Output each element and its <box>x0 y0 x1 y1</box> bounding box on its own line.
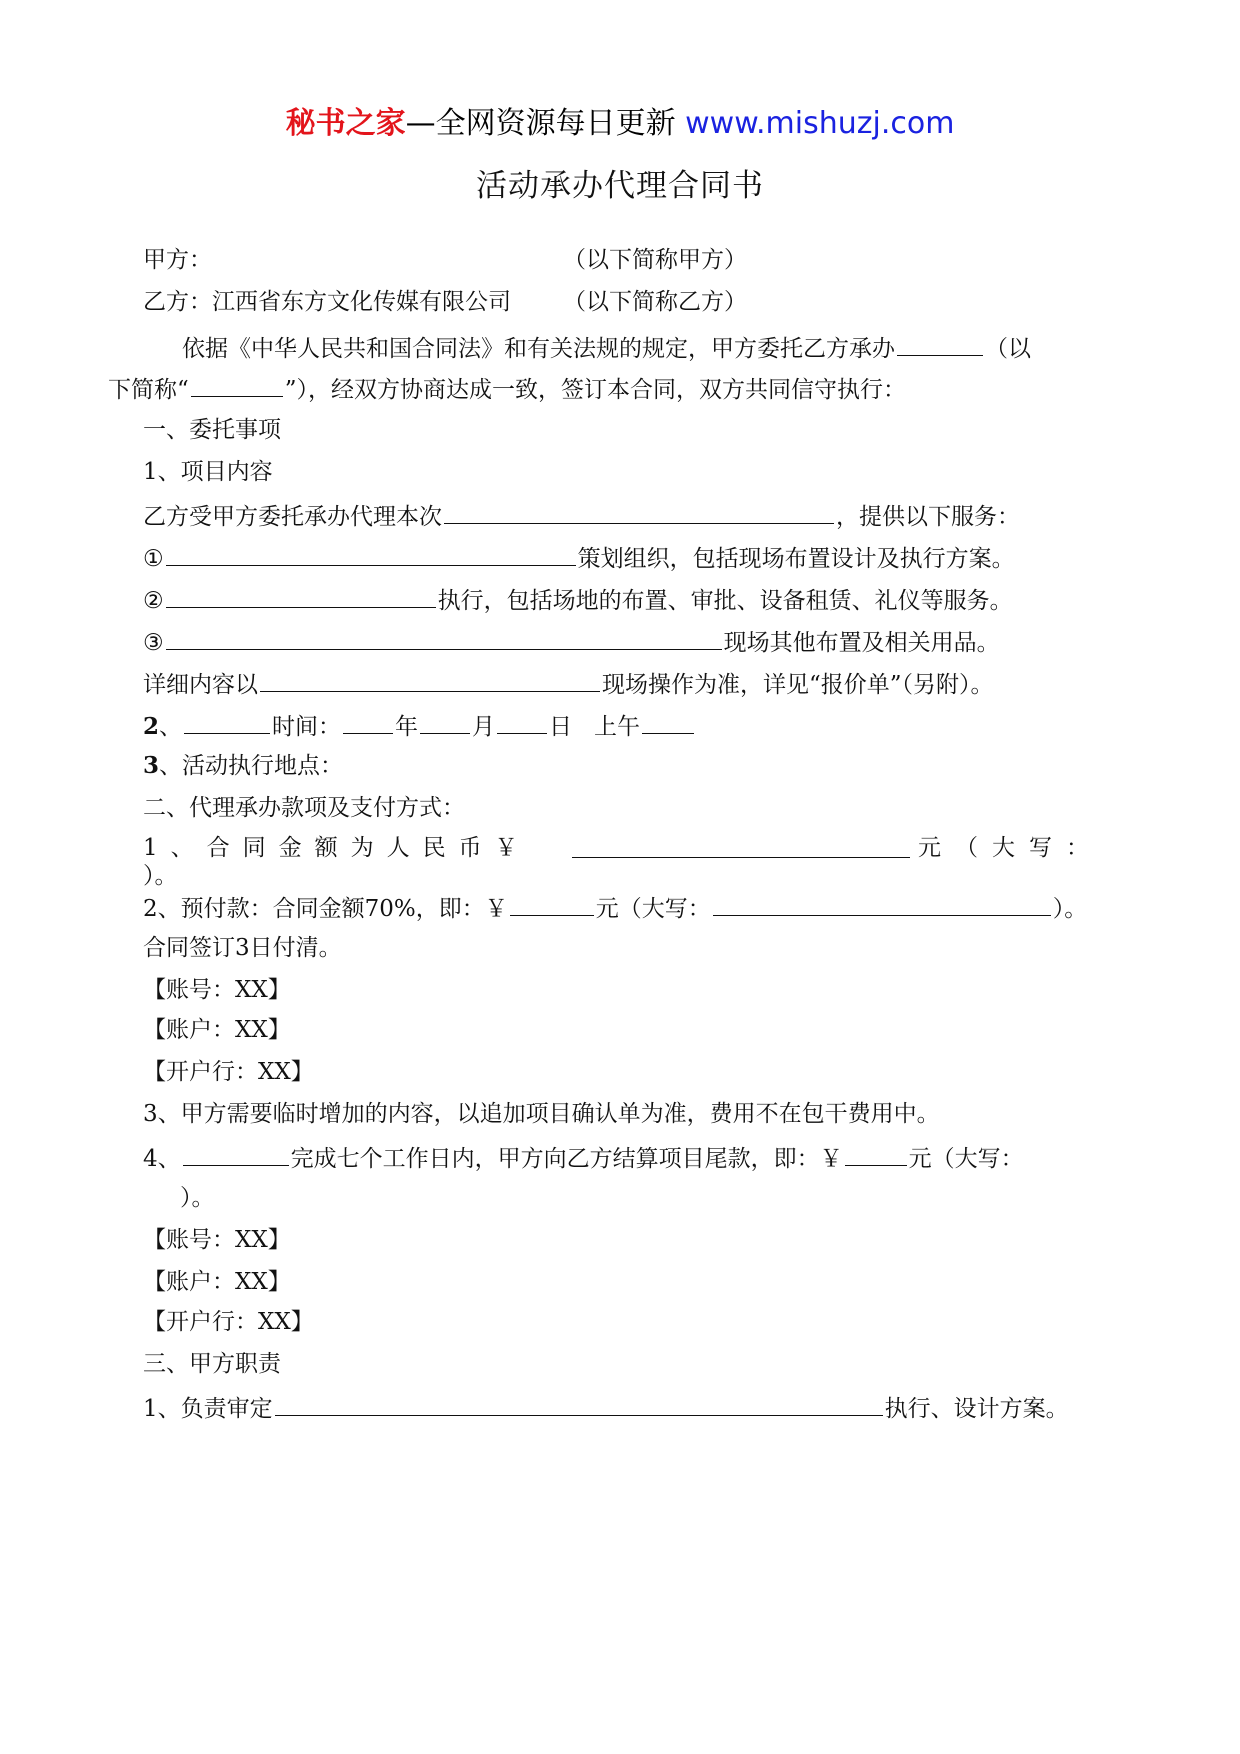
blank-final-amount[interactable] <box>845 1140 907 1166</box>
amount-tail: 元（大写： <box>918 835 1103 861</box>
account-number-2: 【账号：XX】 <box>143 1227 291 1253</box>
final-text-3: 元（大写： <box>908 1146 1024 1172</box>
section-1-heading: 一、委托事项 <box>143 417 281 443</box>
blank-prepay-words[interactable] <box>713 890 1051 916</box>
time-line <box>143 708 696 743</box>
service-item-2 <box>143 582 1013 617</box>
day-label: 日 <box>549 714 573 740</box>
year-label: 年 <box>395 714 419 740</box>
intro-text-4: ”），经双方协商达成一致，签订本合同，双方共同信守执行： <box>284 377 907 403</box>
place-label: 、活动执行地点： <box>159 753 344 779</box>
blank-short-name[interactable] <box>191 371 283 397</box>
item-1-heading: 1、项目内容 <box>143 459 273 485</box>
intro-line-1 <box>182 330 1031 365</box>
duty-1-line <box>143 1390 1069 1425</box>
section-3-heading: 三、甲方职责 <box>143 1351 281 1377</box>
service-1-text: 策划组织，包括现场布置设计及执行方案。 <box>577 546 1015 572</box>
blank-amount[interactable] <box>572 832 910 858</box>
place-line <box>143 750 343 782</box>
brand-name: 秘书之家 <box>285 106 406 141</box>
detail-text-1: 详细内容以 <box>143 672 258 698</box>
final-close: ）。 <box>180 1185 215 1211</box>
site-banner <box>0 104 1240 144</box>
final-text-1: 4、 <box>143 1146 181 1172</box>
circled-2: ② <box>143 588 164 614</box>
blank-service-1[interactable] <box>166 540 576 566</box>
circled-3: ③ <box>143 630 164 656</box>
intro-text-2: （以 <box>985 336 1031 362</box>
amount-text-1: 1、合同金额为人民币￥ <box>143 835 531 861</box>
blank-year[interactable] <box>343 708 393 734</box>
amount-close: ）。 <box>143 863 178 889</box>
brand-url-link[interactable]: www.mishuzj.com <box>685 106 955 141</box>
service-text-1: 乙方受甲方委托承办代理本次 <box>143 504 442 530</box>
blank-service-2[interactable] <box>166 582 436 608</box>
prepay-text-2: 元（大写： <box>595 896 711 922</box>
account-number-1: 【账号：XX】 <box>143 977 291 1003</box>
blank-day[interactable] <box>497 708 547 734</box>
duty-1-text-2: 执行、设计方案。 <box>884 1396 1069 1422</box>
prepay-note: 合同签订3日付清。 <box>143 935 342 961</box>
document-title: 活动承办代理合同书 <box>476 168 764 204</box>
duty-1-text-1: 1、负责审定 <box>143 1396 273 1422</box>
amount-line <box>143 832 531 864</box>
time-number: 2 <box>143 713 160 740</box>
final-text-2: 完成七个工作日内，甲方向乙方结算项目尾款，即：￥ <box>290 1146 843 1172</box>
intro-text-3: 下简称“ <box>108 377 189 403</box>
blank-event-name[interactable] <box>444 498 834 524</box>
service-item-1 <box>143 540 1015 575</box>
prepay-line <box>143 890 1087 925</box>
blank-project-name[interactable] <box>897 330 983 356</box>
blank-prepay-amount[interactable] <box>510 890 594 916</box>
account-holder-1: 【账户：XX】 <box>143 1017 291 1043</box>
detail-text-2: 现场操作为准，详见“报价单”（另附）。 <box>602 672 994 698</box>
brand-slogan: —全网资源每日更新 <box>405 106 686 141</box>
blank-activity[interactable] <box>184 708 270 734</box>
place-number: 3 <box>143 752 160 779</box>
am-label: 上午 <box>593 714 640 740</box>
account-bank-1: 【开户行：XX】 <box>143 1059 314 1085</box>
blank-hour[interactable] <box>642 708 694 734</box>
prepay-text-3: ）。 <box>1052 896 1088 922</box>
service-2-text: 执行，包括场地的布置、审批、设备租赁、礼仪等服务。 <box>437 588 1013 614</box>
blank-month[interactable] <box>420 708 470 734</box>
section-2-heading: 二、代理承办款项及支付方式： <box>143 795 465 821</box>
intro-text-1: 依据《中华人民共和国合同法》和有关法规的规定，甲方委托乙方承办 <box>182 336 895 362</box>
final-payment-line <box>143 1140 1024 1175</box>
extra-content-line: 3、甲方需要临时增加的内容，以追加项目确认单为准，费用不在包干费用中。 <box>143 1101 940 1127</box>
account-bank-2: 【开户行：XX】 <box>143 1309 314 1335</box>
intro-line-2 <box>108 371 906 406</box>
blank-service-3[interactable] <box>166 624 722 650</box>
time-label: 时间： <box>272 714 342 740</box>
service-item-3 <box>143 624 1000 659</box>
service-3-text: 现场其他布置及相关用品。 <box>723 630 1000 656</box>
party-b-alias: （以下简称乙方） <box>563 289 747 315</box>
detail-line <box>143 666 994 701</box>
account-holder-2: 【账户：XX】 <box>143 1269 291 1295</box>
service-text-2: ，提供以下服务： <box>836 504 1020 530</box>
prepay-text-1: 2、预付款：合同金额70%，即：￥ <box>143 896 508 922</box>
party-a-line <box>143 244 212 276</box>
service-line <box>143 498 1020 533</box>
blank-detail[interactable] <box>260 666 600 692</box>
month-label: 月 <box>472 714 496 740</box>
party-a-label: 甲方： <box>143 247 212 273</box>
blank-duty-1[interactable] <box>275 1390 883 1416</box>
party-b-line <box>143 286 511 318</box>
time-sep: 、 <box>159 714 183 740</box>
party-a-alias: （以下简称甲方） <box>563 247 747 273</box>
party-b-label: 乙方：江西省东方文化传媒有限公司 <box>143 289 511 315</box>
blank-final-event[interactable] <box>183 1140 289 1166</box>
circled-1: ① <box>143 546 164 572</box>
amount-blank-line <box>570 832 912 867</box>
